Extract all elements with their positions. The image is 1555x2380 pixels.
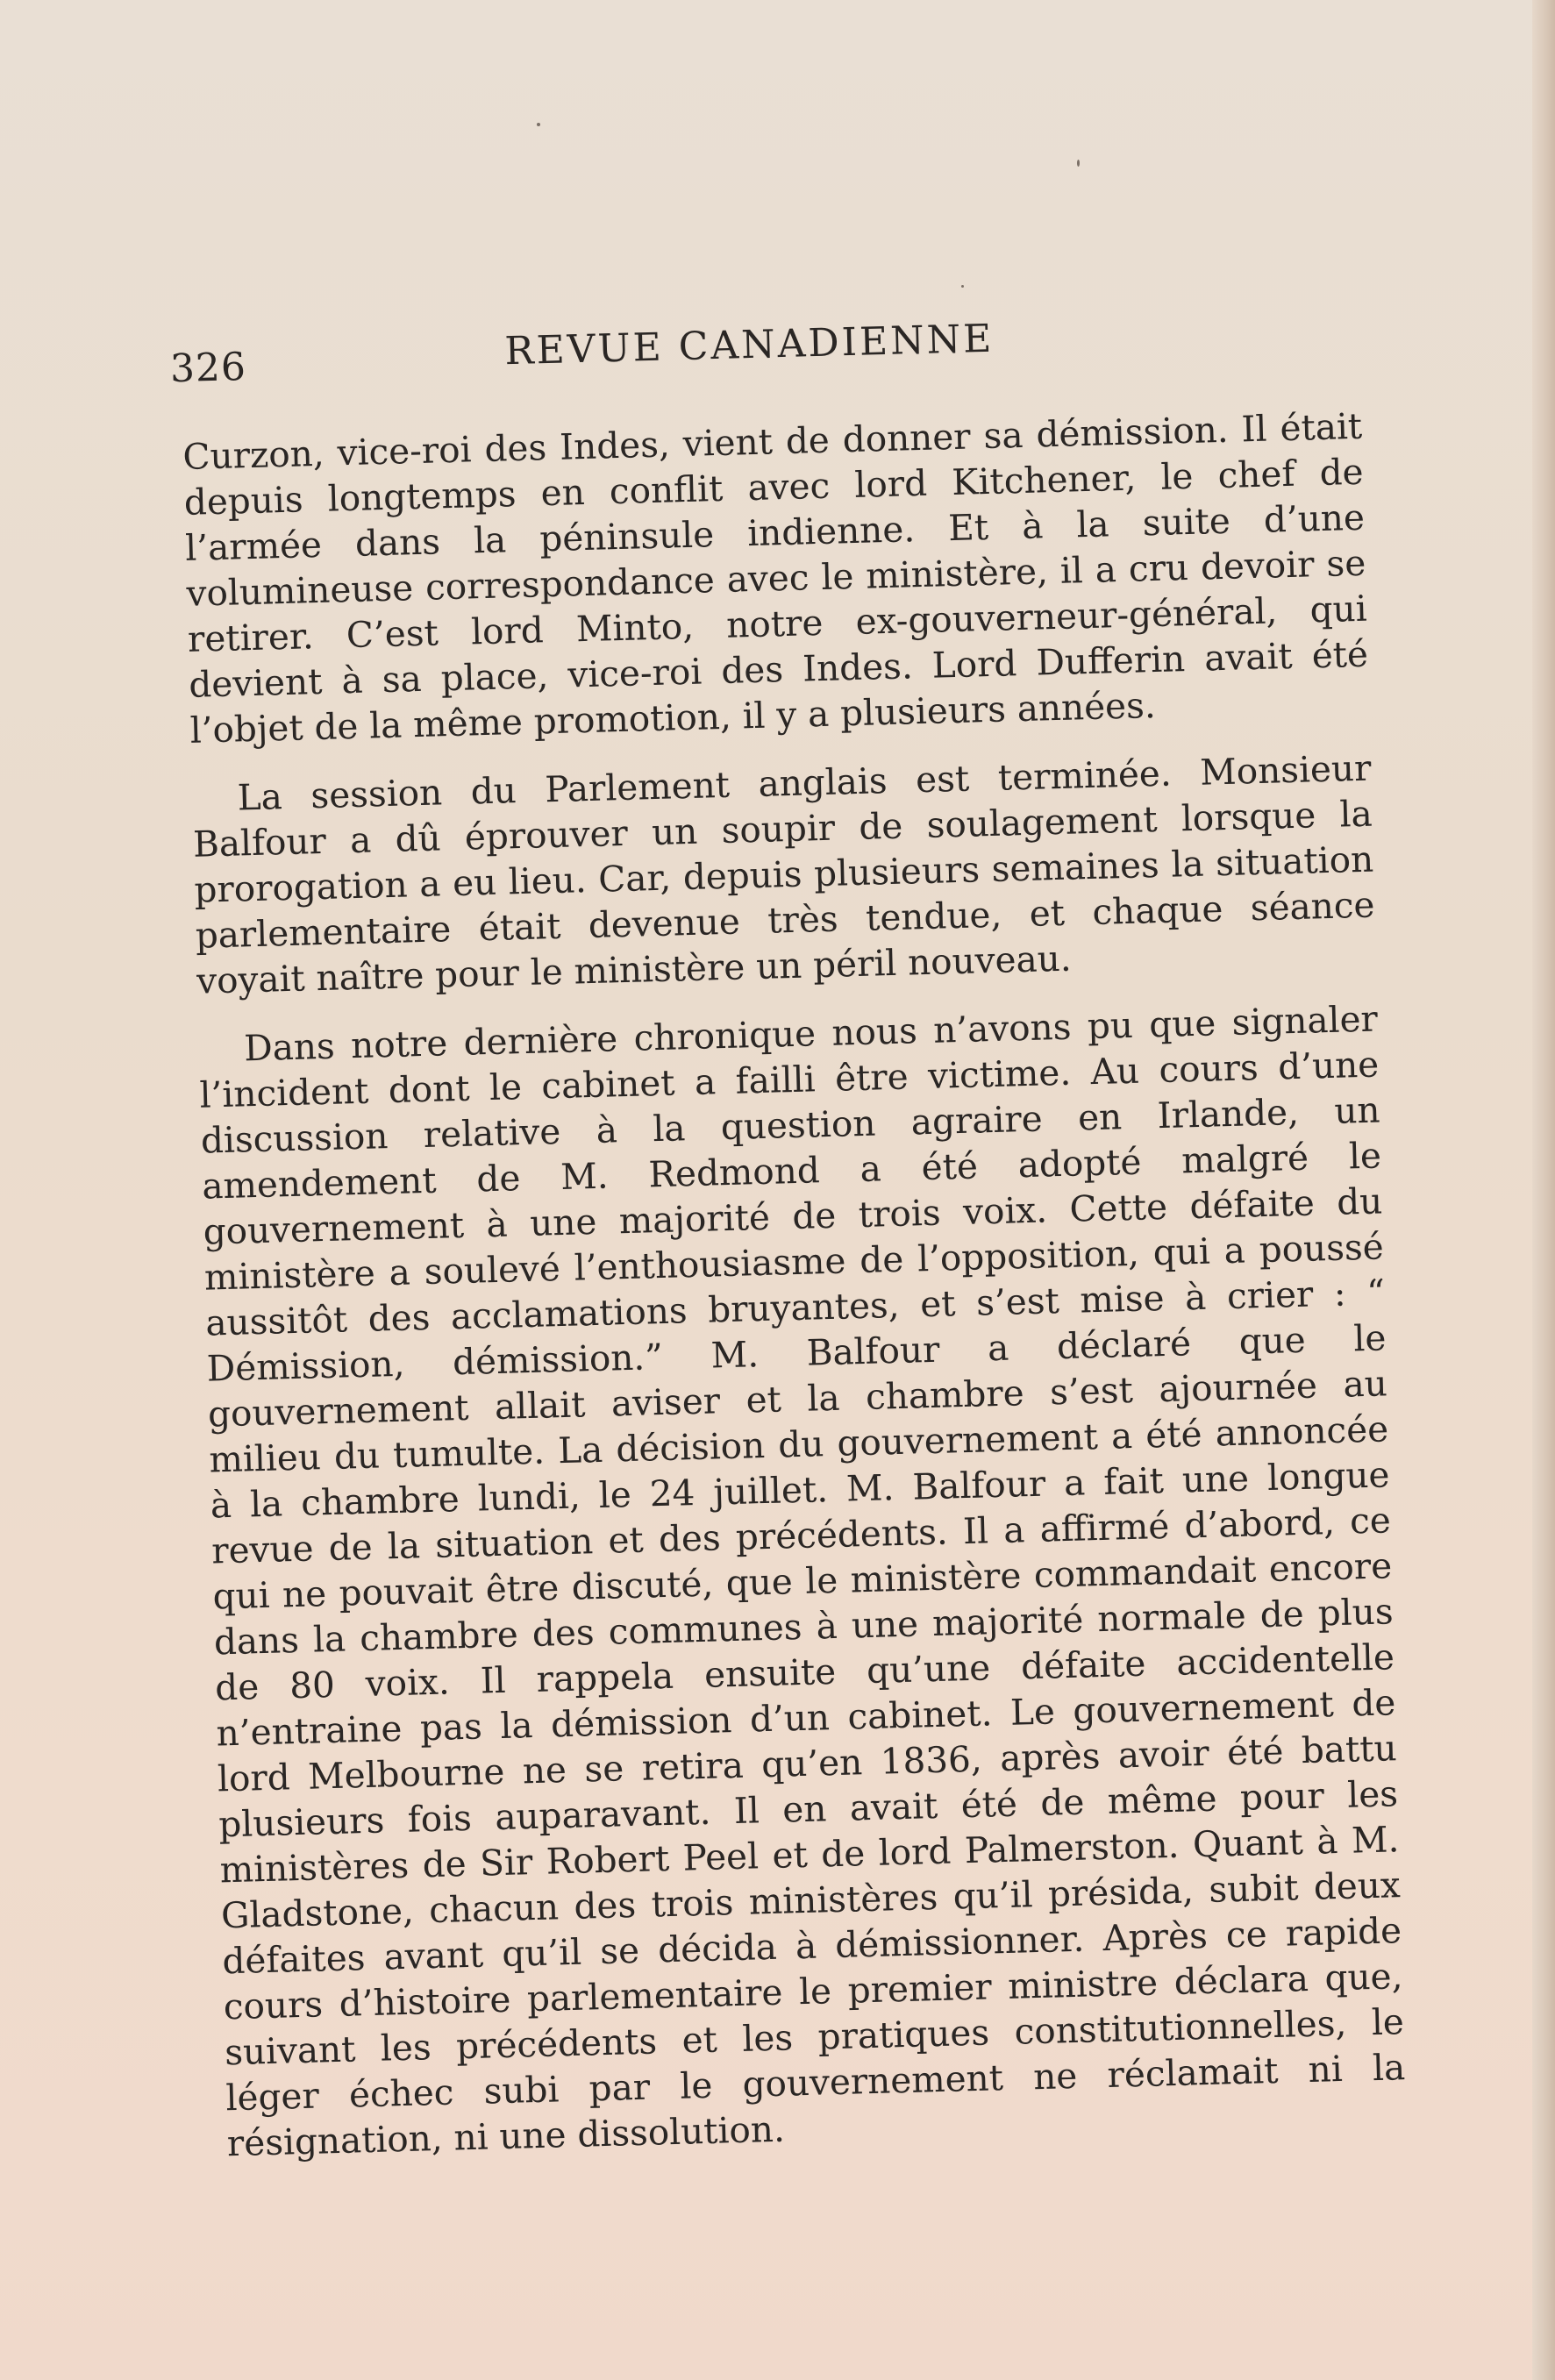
page-edge-shadow	[1532, 0, 1555, 2380]
paper-speck	[1077, 160, 1080, 167]
paper-speck	[537, 123, 540, 126]
paragraph-session: La session du Parlement anglais est terminée. Monsieur Balfour a dû éprouver un soupir de soulagement lorsque la prorogation a eu lieu. Car, depuis plusieurs semaines la situation parlementaire était devenue très tendue, et chaque séance voyait naître pour le ministère un péril nouveau.	[192, 746, 1376, 1002]
page-number: 326	[169, 345, 247, 392]
paragraph-chronique: Dans notre dernière chronique nous n’avons pu que signaler l’incident dont le cabinet a failli être victime. Au cours d’une discussion relative à la question agraire en Irlande, un amendement de M. Redmond a été adopté malgré le gouvernement à une majorité de trois voix. Cette défaite du ministère a soulevé l’enthousiasme de l’opposition, qui a poussé aussitôt des acclamations bruyantes, et s’est mise à crier : “ Démission, démission.” M. Balfour a déclaré que le gouvernement allait aviser et la chambre s’est ajournée au milieu du tumulte. La décision du gouvernement a été annoncée à la chambre lundi, le 24 juillet. M. Balfour a fait une longue revue de la situation et des précédents. Il a affirmé d’abord, ce qui ne pouvait être discuté, que le ministère commandait encore dans la chambre des communes à une majorité normale de plus de 80 voix. Il rappela ensuite qu’une défaite accidentelle n’entraine pas la démission d’un cabinet. Le gouvernement de lord Melbourne ne se retira qu’en 1836, après avoir été battu plusieurs fois auparavant. Il en avait été de même pour les ministères de Sir Robert Peel et de lord Palmerston. Quant à M. Gladstone, chacun des trois ministères qu’il présida, subit deux défaites avant qu’il se décida à démissionner. Après ce rapide cours d’histoire parlementaire le premier ministre déclara que, suivant les précédents et les pratiques constitutionnelles, le léger échec subi par le gouvernement ne réclamait ni la résignation, ni une dissolution.	[198, 997, 1406, 2165]
running-title: REVUE CANADIENNE	[503, 316, 995, 374]
paper-speck	[961, 285, 964, 288]
page-content	[169, 307, 1407, 2166]
paragraph-curzon: Curzon, vice-roi des Indes, vient de donner sa démission. Il était depuis longtemps en conflit avec lord Kitchener, le chef de l’armée dans la péninsule indienne. Et à la suite d’une volumineuse correspondance avec le ministère, il a cru devoir se retirer. C’est lord Minto, notre ex-gouverneur-général, qui devient à sa place, vice-roi des Indes. Lord Dufferin avait été l’objet de la même promotion, il y a plusieurs années.	[182, 404, 1369, 752]
